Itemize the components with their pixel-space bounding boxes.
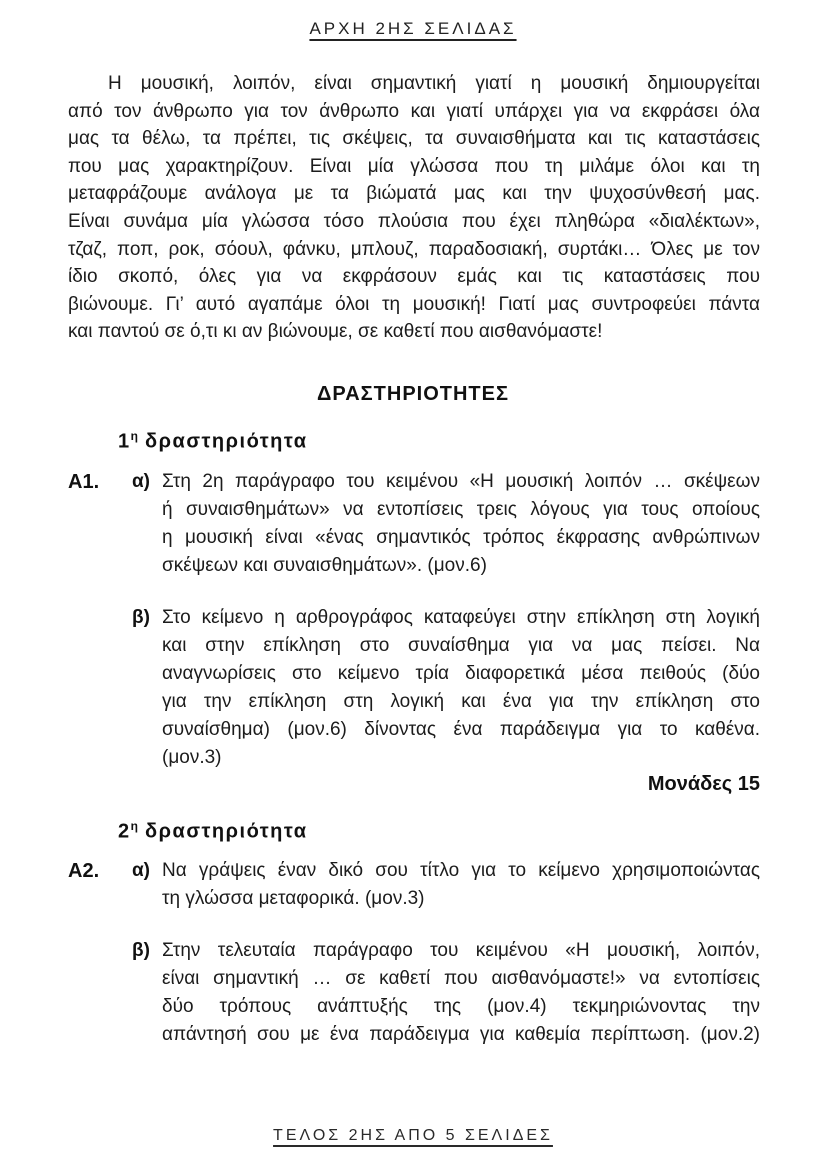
question-a2-beta-text — [162, 937, 760, 1049]
question-a1-id: Α1. — [68, 470, 100, 493]
intro-paragraph — [68, 70, 760, 346]
question-line: είναι σημαντική … σε καθετί που αισθανόμαστε!» να εντοπίσεις — [162, 968, 760, 990]
page-footer-text: ΤΕΛΟΣ 2ΗΣ ΑΠΟ 5 ΣΕΛΙΔΕΣ — [273, 1127, 553, 1144]
intro-line: τζαζ, ποπ, ροκ, σόουλ, φάνκυ, μπλουζ, παραδοσιακή, συρτάκι… Όλες με τον — [68, 238, 760, 260]
intro-line: βιώνουμε. Γι’ αυτό αγαπάμε όλοι τη μουσική! Γιατί μας συντροφεύει πάντα — [68, 293, 760, 315]
question-a2-alpha-letter: α) — [132, 860, 151, 882]
question-line: και στην επίκληση στο συναίσθημα για να μας πείσει. Να — [162, 634, 760, 656]
question-a1-alpha — [68, 468, 760, 580]
question-a1-beta-letter: β) — [132, 606, 150, 628]
activity-2-ordinal: η — [130, 818, 138, 833]
activities-section-title: ΔΡΑΣΤΗΡΙΟΤΗΤΕΣ — [316, 382, 509, 405]
intro-line: Η μουσική, λοιπόν, είναι σημαντική γιατί η μουσική δημιουργείται — [108, 73, 760, 94]
question-line: Στη 2η παράγραφο του κειμένου «Η μουσική λοιπόν … σκέψεων — [162, 470, 760, 492]
question-line: Να γράψεις έναν δικό σου τίτλο για το κείμενο χρησιμοποιώντας — [162, 860, 760, 882]
question-a1-beta-text — [162, 604, 760, 772]
question-a2-id: Α2. — [68, 860, 100, 883]
intro-line: μεταφράζουμε ανάλογα με τα βιώματά μας και την ψυχοσύνθεσή μας. — [68, 183, 760, 205]
activity-1-heading — [118, 429, 826, 454]
intro-line: και παντού σε ό,τι κι αν βιώνουμε, σε καθετί που αισθανόμαστε! — [68, 321, 603, 343]
activity-2-number: 2 — [118, 820, 131, 843]
intro-line: ίδιο σκοπό, όλες για να εκφράσουν εμάς και τις καταστάσεις που — [68, 266, 760, 288]
intro-line: μας τα θέλω, τα πρέπει, τις σκέψεις, τα συναισθήματα και τις καταστάσεις — [68, 128, 760, 150]
spacer — [68, 937, 132, 1049]
question-line: τη γλώσσα μεταφορικά. (μον.3) — [162, 888, 425, 910]
question-a1-alpha-letter: α) — [132, 470, 151, 492]
question-a2-alpha — [68, 857, 760, 913]
activity-1-ordinal: η — [130, 428, 138, 443]
question-line: Στην τελευταία παράγραφο του κειμένου «Η μουσική, λοιπόν, — [162, 940, 760, 962]
question-line: για την επίκληση στη λογική και ένα για την επίκληση στο — [162, 690, 760, 712]
question-line: η μουσική είναι «ένας σημαντικός τρόπος έκφρασης ανθρώπινων — [162, 526, 760, 548]
question-line: συναίσθημα) (μον.6) δίνοντας ένα παράδειγμα για το καθένα. — [162, 718, 760, 740]
question-a2-alpha-text — [162, 857, 760, 913]
intro-line: που μας χαρακτηρίζουν. Είναι μία γλώσσα που τη μιλάμε όλοι και τη — [68, 155, 760, 177]
page-header — [0, 0, 826, 39]
activity-2-label: δραστηριότητα — [145, 820, 308, 843]
activity-1-label: δραστηριότητα — [145, 430, 308, 453]
activity-2-heading — [118, 819, 826, 844]
activity-1-number: 1 — [118, 430, 131, 453]
page-footer — [0, 1127, 826, 1145]
question-a2-beta-letter: β) — [132, 940, 150, 962]
question-a1-beta — [68, 604, 760, 772]
question-line: αναγνωρίσεις στο κείμενο τρία διαφορετικά μέσα πειθούς (δύο — [162, 662, 760, 684]
question-a1-alpha-text — [162, 468, 760, 580]
question-line: σκέψεων και συναισθημάτων». (μον.6) — [162, 554, 487, 576]
question-line: ή συναισθημάτων» να εντοπίσεις τρεις λόγους για τους οποίους — [162, 498, 760, 520]
question-line: δύο τρόπους ανάπτυξής της (μον.4) τεκμηριώνοντας την — [162, 996, 760, 1018]
question-line: Στο κείμενο η αρθρογράφος καταφεύγει στην επίκληση στη λογική — [162, 606, 760, 628]
question-line: (μον.3) — [162, 746, 222, 768]
intro-line: από τον άνθρωπο για τον άνθρωπο και γιατί υπάρχει για να εκφράσει όλα — [68, 100, 760, 122]
question-line: απάντησή σου με ένα παράδειγμα για καθεμία περίπτωση. (μον.2) — [162, 1024, 760, 1046]
page-header-text: ΑΡΧΗ 2ΗΣ ΣΕΛΙΔΑΣ — [309, 19, 517, 38]
activity-1-marks: Μονάδες 15 — [647, 772, 760, 795]
intro-line: Είναι συνάμα μία γλώσσα τόσο πλούσια που έχει πληθώρα «διαλέκτων», — [68, 210, 760, 232]
question-a2-beta — [68, 937, 760, 1049]
spacer — [68, 604, 132, 772]
